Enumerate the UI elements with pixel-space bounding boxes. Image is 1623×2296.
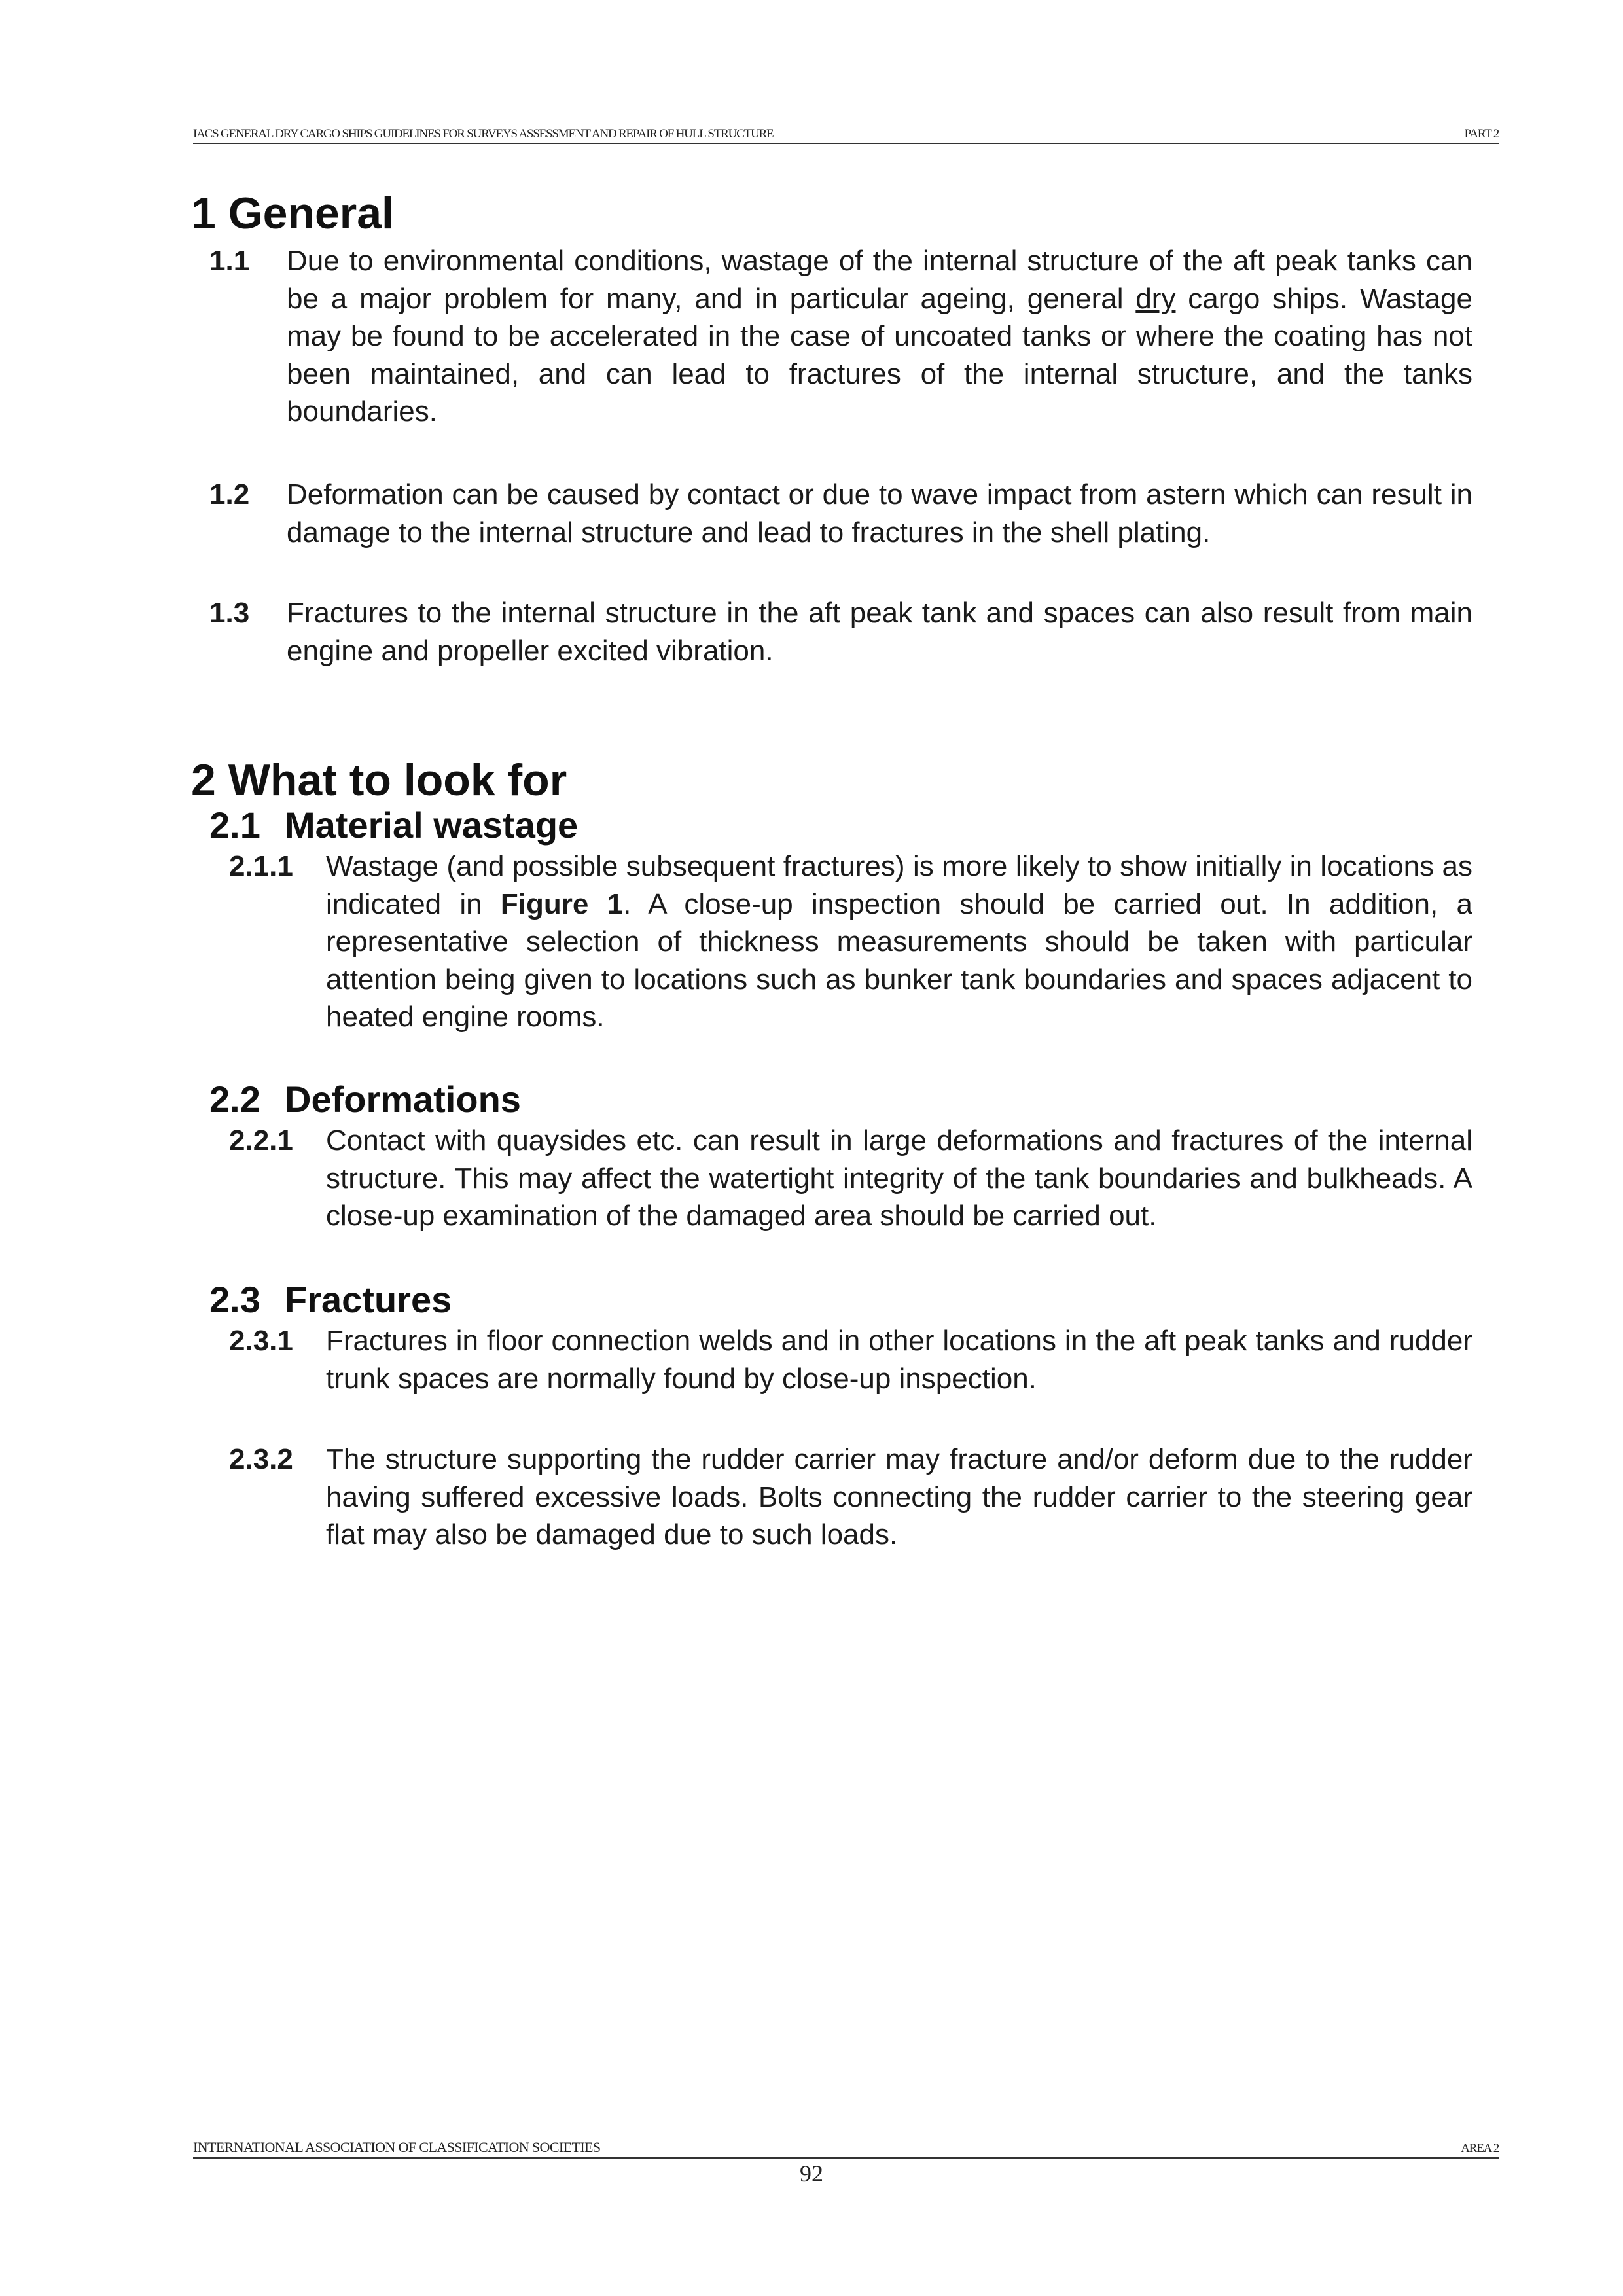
paragraph-number: 1.2 xyxy=(209,478,250,511)
paragraph-text: Deformation can be caused by contact or due to wave impact from astern which can result in damage to the internal structure and lead to fractures in the shell plating. xyxy=(287,478,1472,548)
section-2-heading: 2 What to look for xyxy=(191,755,567,805)
figure-reference: Figure 1 xyxy=(500,888,624,920)
running-header xyxy=(193,124,1499,144)
paragraph-number: 2.3.2 xyxy=(229,1443,293,1475)
section-1-heading: 1 General xyxy=(191,188,394,238)
subsection-2-3-heading xyxy=(209,1279,733,1321)
paragraph-text: Fractures to the internal structure in the aft peak tank and spaces can also result from main engine and propeller excited vibration. xyxy=(287,597,1472,667)
paragraph-1-1 xyxy=(209,242,1472,432)
subsection-title: Deformations xyxy=(285,1079,521,1120)
paragraph-2-2-1 xyxy=(229,1122,1472,1236)
paragraph-text: The structure supporting the rudder carrier may fracture and/or deform due to the rudder having suffered excessive loads. Bolts connecting the rudder carrier to the steering gear flat may also be damaged due to such loads. xyxy=(326,1443,1472,1551)
paragraph-number: 2.2.1 xyxy=(229,1124,293,1157)
paragraph-1-3 xyxy=(209,594,1472,673)
footer-area-label: AREA 2 xyxy=(1461,2142,1499,2155)
paragraph-number: 2.3.1 xyxy=(229,1325,293,1357)
underlined-word: dry xyxy=(1135,282,1176,315)
paragraph-2-1-1 xyxy=(229,848,1472,1037)
paragraph-number: 2.1.1 xyxy=(229,850,293,882)
paragraph-text: Fractures in floor connection welds and in other locations in the aft peak tanks and rudder trunk spaces are normally found by close-up inspection. xyxy=(326,1325,1472,1395)
header-part-label: PART 2 xyxy=(1464,127,1499,141)
page-number: 92 xyxy=(800,2161,823,2187)
subsection-2-2-heading xyxy=(209,1081,733,1121)
paragraph-number: 1.3 xyxy=(209,597,250,629)
subsection-title: Material wastage xyxy=(285,804,579,846)
paragraph-text: Due to environmental conditions, wastage of the internal structure of the aft peak tanks can be a major problem for many, and in particular ageing, general dry cargo ships. Wastage may be found to be accelerated in the case of uncoated tanks or where the coating has not been maintained, and can lead to fractures of the internal structure, and the tanks boundaries. xyxy=(287,245,1472,427)
paragraph-2-3-2 xyxy=(229,1441,1472,1555)
paragraph-2-3-1 xyxy=(229,1322,1472,1401)
footer-organization: INTERNATIONAL ASSOCIATION OF CLASSIFICATION SOCIETIES xyxy=(193,2139,601,2155)
header-document-title: IACS GENERAL DRY CARGO SHIPS GUIDELINES FOR SURVEYS ASSESSMENT AND REPAIR OF HULL STRUCTURE xyxy=(193,127,774,141)
subsection-title: Fractures xyxy=(285,1279,452,1320)
paragraph-number: 1.1 xyxy=(209,245,250,277)
paragraph-text: Contact with quaysides etc. can result in large deformations and fractures of the internal structure. This may affect the watertight integrity of the tank boundaries and bulkheads. A close-up examination of the damaged area should be carried out. xyxy=(326,1124,1472,1232)
subsection-number: 2.3 xyxy=(209,1279,260,1320)
running-footer xyxy=(193,2139,1499,2159)
subsection-number: 2.2 xyxy=(209,1079,260,1120)
subsection-number: 2.1 xyxy=(209,804,260,846)
paragraph-text: Wastage (and possible subsequent fractures) is more likely to show initially in locations as indicated in Figure 1. A close-up inspection should be carried out. In addition, a representative selection of thickness measurements should be taken with particular attention being given to locations such as bunker tank boundaries and spaces adjacent to heated engine rooms. xyxy=(326,850,1472,1033)
paragraph-1-2 xyxy=(209,476,1472,554)
subsection-2-1-heading xyxy=(209,804,733,846)
